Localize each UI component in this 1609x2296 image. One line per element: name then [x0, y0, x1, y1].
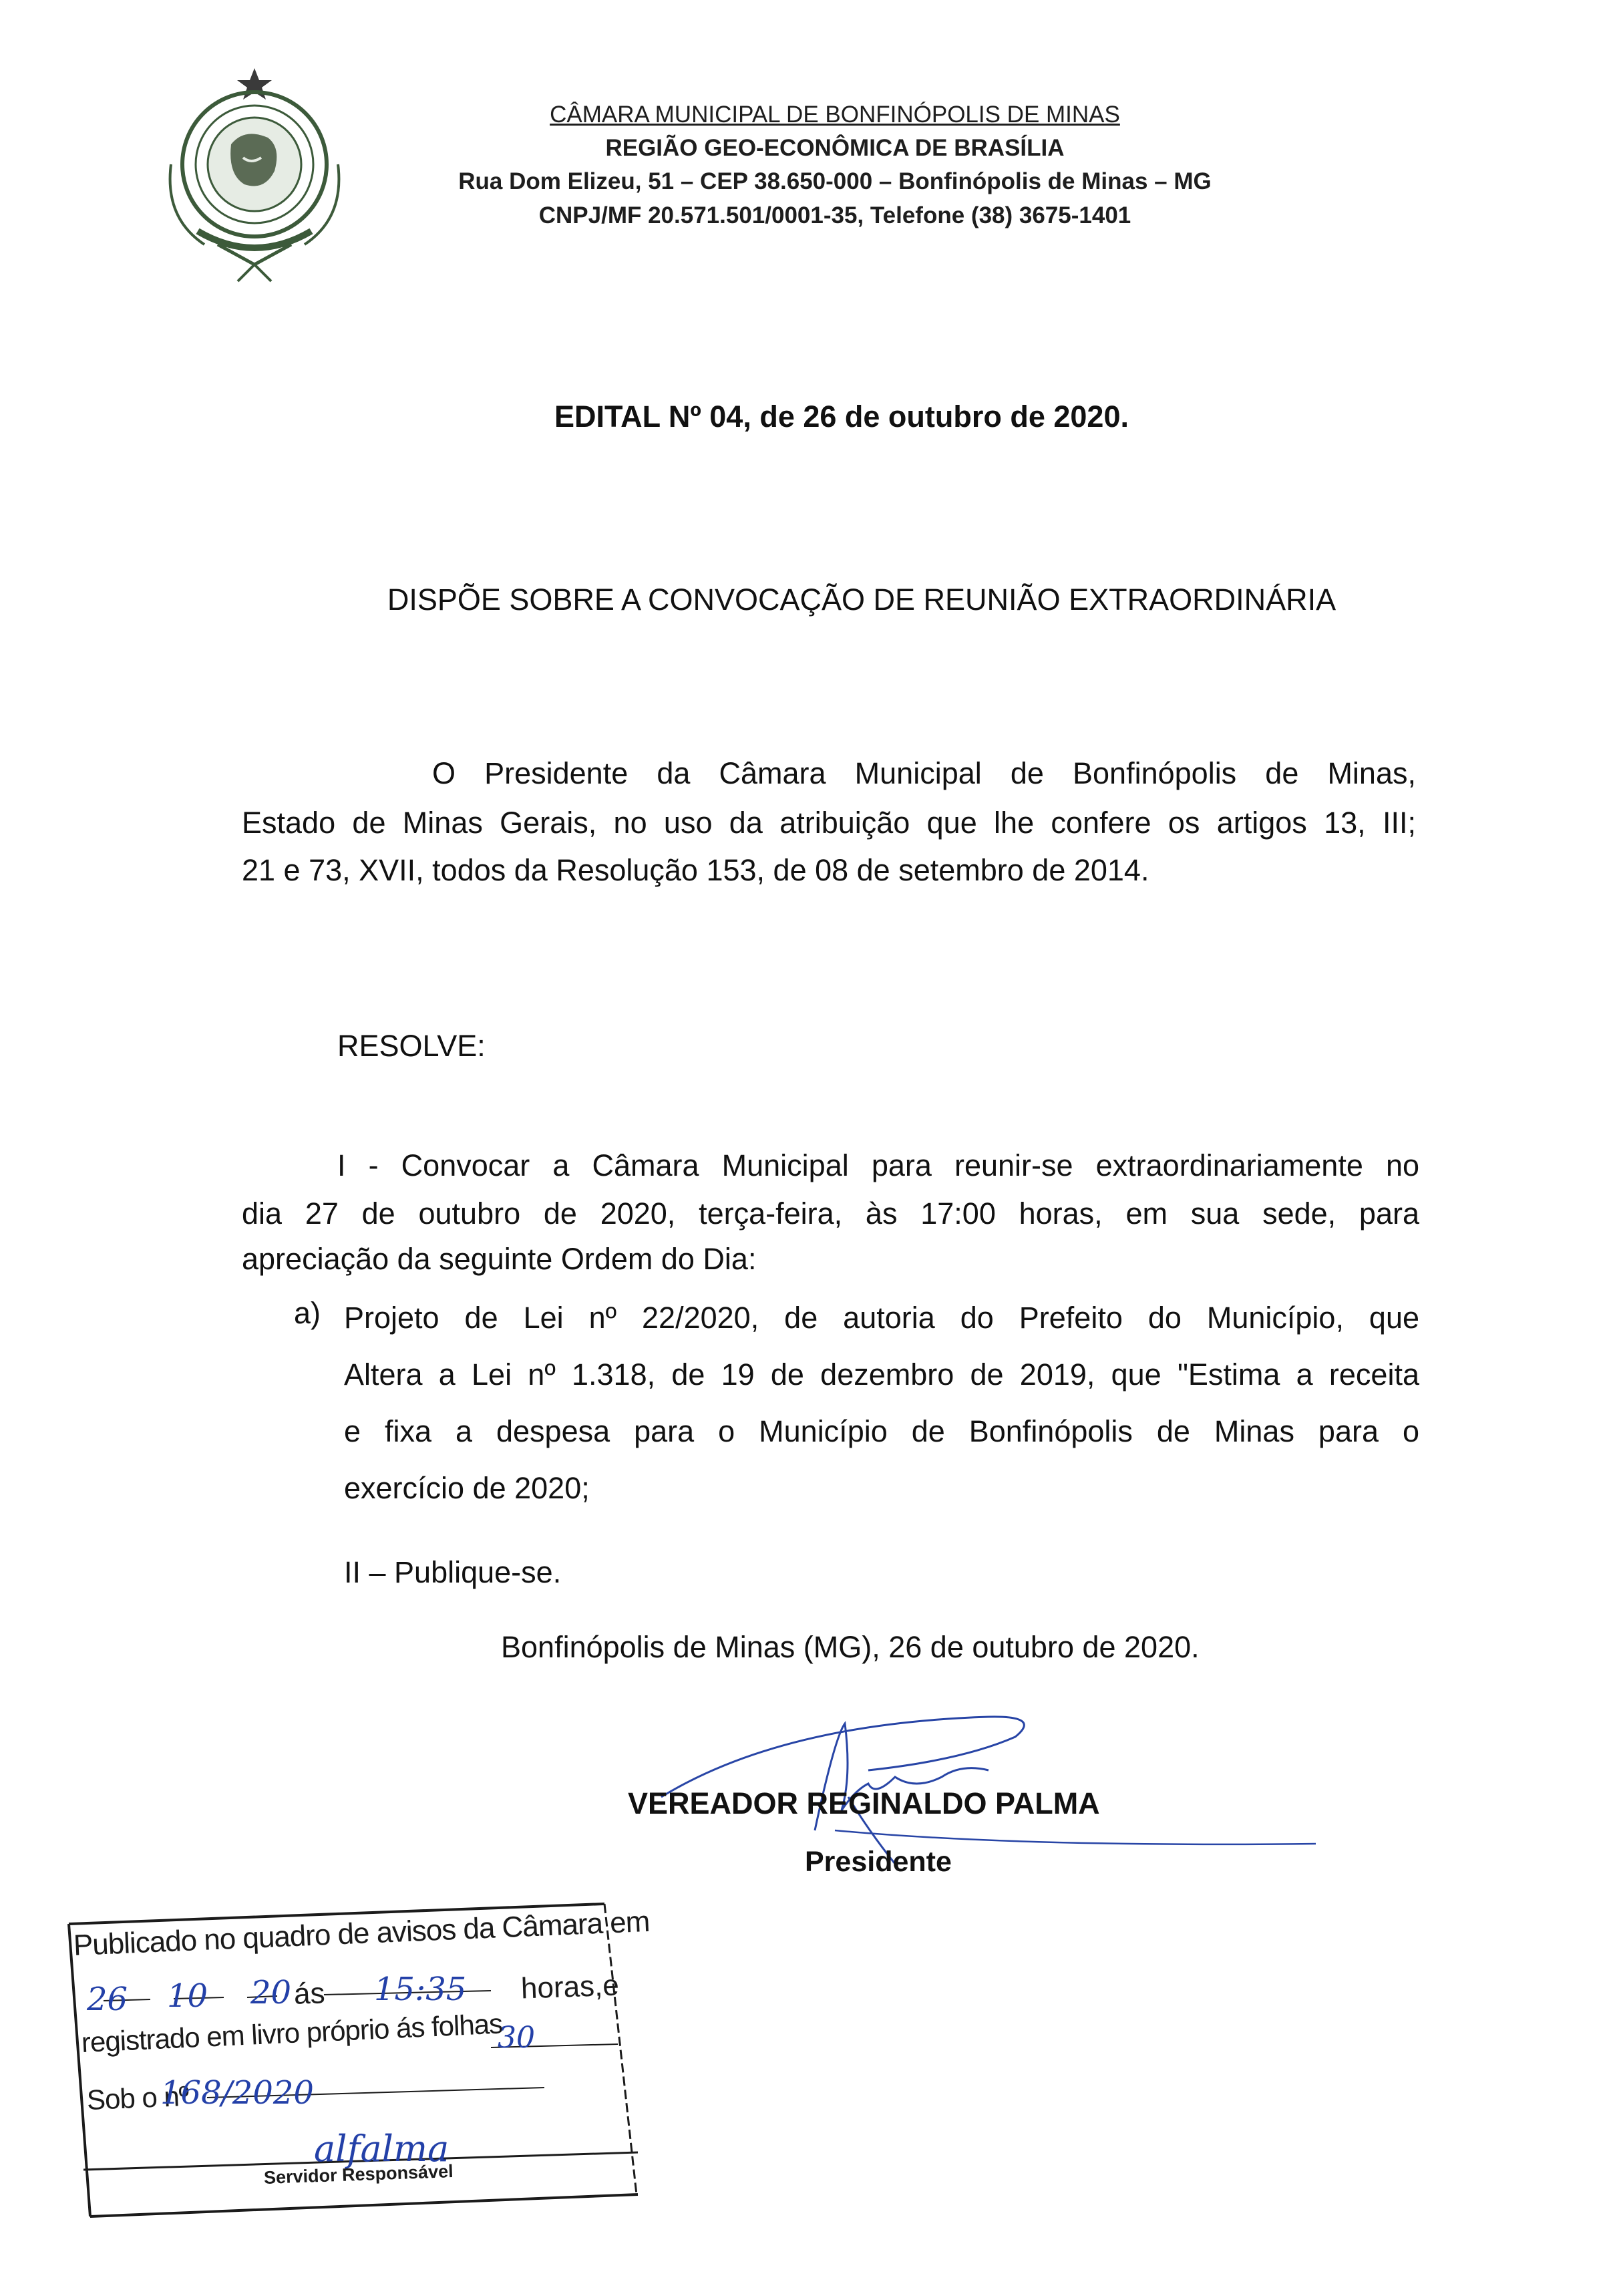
item-1-line-3: apreciação da seguinte Ordem do Dia:: [242, 1242, 757, 1276]
stamp-hours-label: horas,e: [520, 1969, 620, 2005]
stamp-published-label: Publicado no quadro de avisos da Câmara em: [72, 1905, 651, 1962]
document-title: EDITAL Nº 04, de 26 de outubro de 2020.: [554, 399, 1129, 434]
handwritten-signature: [614, 1697, 1322, 1864]
place-and-date: Bonfinópolis de Minas (MG), 26 de outubro de 2020.: [501, 1630, 1200, 1664]
document-subject: DISPÕE SOBRE A CONVOCAÇÃO DE REUNIÃO EXTRAORDINÁRIA: [387, 583, 1336, 617]
item-2-publish: II – Publique-se.: [344, 1555, 562, 1589]
stamp-number-label: Sob o nº: [86, 2080, 190, 2116]
item-a-line-3: e fixa a despesa para o Município de Bonfinópolis de Minas para o: [344, 1414, 1419, 1448]
letterhead-address: Rua Dom Elizeu, 51 – CEP 38.650-000 – Bonfinópolis de Minas – MG: [458, 168, 1212, 194]
stamp-handwritten-time: 15:35: [374, 1971, 467, 2008]
item-a-line-4: exercício de 2020;: [344, 1471, 590, 1505]
signatory-role: Presidente: [805, 1846, 952, 1878]
item-1-line-2: dia 27 de outubro de 2020, terça-feira, às 17:00 horas, em sua sede, para: [242, 1196, 1419, 1231]
stamp-handwritten-month: 10: [167, 1977, 208, 2015]
intro-line-2: Estado de Minas Gerais, no uso da atribuição que lhe confere os artigos 13, III;: [242, 806, 1416, 840]
letterhead-institution: CÂMARA MUNICIPAL DE BONFINÓPOLIS DE MINAS: [550, 102, 1120, 128]
stamp-handwritten-signature: alfalma: [314, 2128, 450, 2170]
resolve-heading: RESOLVE:: [337, 1029, 486, 1063]
item-a-letter: a): [294, 1296, 321, 1330]
stamp-handwritten-number: 168/2020: [160, 2074, 314, 2112]
item-1-line-1: I - Convocar a Câmara Municipal para reunir-se extraordinariamente no: [337, 1148, 1419, 1182]
stamp-handwritten-year: 20: [250, 1974, 292, 2011]
stamp-handwritten-day: 26: [87, 1981, 128, 2018]
intro-line-3: 21 e 73, XVII, todos da Resolução 153, de 08 de setembro de 2014.: [242, 853, 1149, 887]
stamp-responsible-label: Servidor Responsável: [263, 2161, 454, 2188]
item-a-line-2: Altera a Lei nº 1.318, de 19 de dezembro de 2019, que "Estima a receita: [344, 1357, 1419, 1391]
signatory-name: VEREADOR REGINALDO PALMA: [628, 1786, 1100, 1820]
item-a-line-1: Projeto de Lei nº 22/2020, de autoria do Prefeito do Município, que: [344, 1301, 1419, 1335]
letterhead-region: REGIÃO GEO-ECONÔMICA DE BRASÍLIA: [605, 135, 1065, 161]
intro-line-1: O Presidente da Câmara Municipal de Bonfinópolis de Minas,: [432, 756, 1416, 790]
stamp-handwritten-page: 30: [498, 2021, 535, 2055]
letterhead-cnpj-phone: CNPJ/MF 20.571.501/0001-35, Telefone (38) 3675-1401: [538, 202, 1131, 228]
municipal-seal-logo: [158, 64, 351, 285]
stamp-registered-label: registrado em livro próprio ás folhas: [80, 2007, 504, 2058]
stamp-at-label: ás: [293, 1977, 326, 2011]
